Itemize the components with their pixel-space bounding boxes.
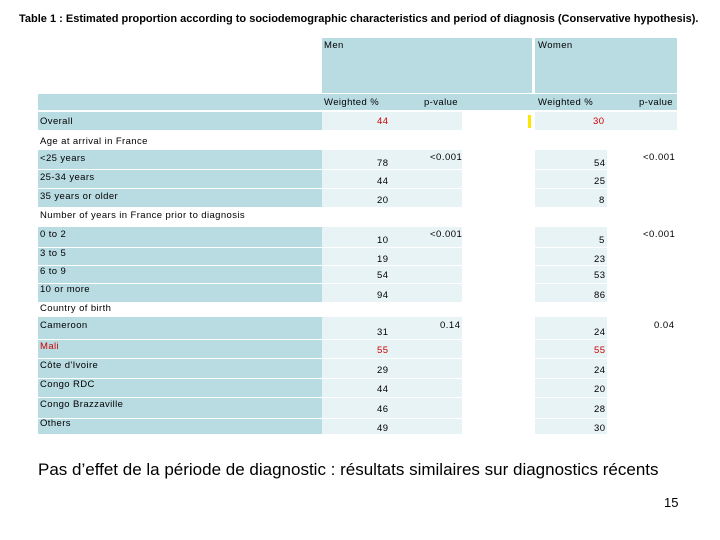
women-value: 28: [594, 404, 606, 415]
cell: [607, 398, 677, 418]
men-value: 44: [377, 176, 389, 187]
women-value: 54: [594, 158, 606, 169]
women-value: 53: [594, 270, 606, 281]
overall-men-value: 44: [377, 116, 389, 127]
row-label: Mali: [40, 341, 60, 352]
women-pvalue-header: p-value: [639, 97, 673, 108]
row-label: Cameroon: [40, 320, 88, 331]
cell: [607, 266, 677, 283]
overall-men-p-cell: [462, 112, 532, 130]
section-title-country: Country of birth: [40, 303, 112, 314]
cell: [462, 189, 532, 207]
cell: [322, 359, 462, 378]
women-value: 25: [594, 176, 606, 187]
cell: [462, 248, 532, 265]
cell: [607, 189, 677, 207]
row-label: 35 years or older: [40, 191, 119, 202]
women-value: 86: [594, 290, 606, 301]
table-row: [38, 248, 322, 265]
cell: [462, 150, 532, 169]
cell: [322, 170, 462, 188]
cell: [462, 317, 532, 339]
men-pvalue-header: p-value: [424, 97, 458, 108]
page-number: 15: [664, 495, 679, 510]
overall-women-value: 30: [593, 116, 605, 127]
table-row: [38, 227, 322, 247]
men-value: 20: [377, 195, 389, 206]
cell: [322, 340, 462, 358]
overall-label: Overall: [40, 116, 73, 127]
women-header: Women: [538, 40, 573, 51]
women-pvalue: 0.04: [654, 320, 675, 331]
table-title: Table 1 : Estimated proportion according to sociodemographic characteristics and period of diagnosis (Conservative hypothesis).: [19, 13, 699, 25]
overall-women-p-cell: [607, 112, 677, 130]
row-label: 0 to 2: [40, 229, 67, 240]
highlight-marker: [528, 115, 531, 128]
cell: [462, 340, 532, 358]
cell: [607, 284, 677, 302]
women-value: 23: [594, 254, 606, 265]
men-value: 78: [377, 158, 389, 169]
women-value: 24: [594, 365, 606, 376]
cell: [462, 284, 532, 302]
cell: [322, 379, 462, 397]
women-value: 30: [594, 423, 606, 434]
women-weighted-header: Weighted %: [538, 97, 594, 108]
men-pvalue: <0.001: [430, 229, 463, 240]
cell: [322, 266, 462, 283]
men-value: 10: [377, 235, 389, 246]
men-value: 29: [377, 365, 389, 376]
men-value: 46: [377, 404, 389, 415]
women-value: 55: [594, 345, 606, 356]
cell: [462, 227, 532, 247]
cell: [322, 284, 462, 302]
cell: [535, 189, 607, 207]
women-pvalue: <0.001: [643, 152, 676, 163]
men-value: 31: [377, 327, 389, 338]
cell: [607, 170, 677, 188]
overall-men-cell: [322, 112, 462, 130]
row-label: Congo Brazzaville: [40, 399, 124, 410]
women-value: 8: [599, 195, 605, 206]
women-value: 24: [594, 327, 606, 338]
section-title-years: Number of years in France prior to diagnosis: [40, 210, 246, 221]
cell: [322, 419, 462, 434]
cell: [462, 379, 532, 397]
men-value: 19: [377, 254, 389, 265]
cell: [607, 379, 677, 397]
row-label: Côte d'Ivoire: [40, 360, 99, 371]
section-title-age: Age at arrival in France: [40, 136, 148, 147]
cell: [607, 359, 677, 378]
cell: [607, 248, 677, 265]
men-pvalue-header-cell: [462, 38, 532, 93]
men-pvalue: 0.14: [440, 320, 461, 331]
men-weighted-header: Weighted %: [324, 97, 380, 108]
men-value: 44: [377, 384, 389, 395]
row-label: 10 or more: [40, 284, 90, 295]
cell: [322, 398, 462, 418]
cell: [462, 398, 532, 418]
cell: [322, 189, 462, 207]
overall-label-cell: [38, 112, 322, 130]
table-row: [38, 266, 322, 283]
row-label: 3 to 5: [40, 248, 67, 259]
section-band-country: [38, 303, 677, 317]
cell: [535, 227, 607, 247]
men-pvalue: <0.001: [430, 152, 463, 163]
cell: [607, 419, 677, 434]
row-label: Others: [40, 418, 71, 429]
cell: [322, 248, 462, 265]
cell: [462, 170, 532, 188]
row-label: Congo RDC: [40, 379, 95, 390]
cell: [462, 266, 532, 283]
cell: [462, 419, 532, 434]
women-value: 5: [599, 235, 605, 246]
table-row: [38, 340, 322, 358]
slide-caption: Pas d’effet de la période de diagnostic : résultats similaires sur diagnostics récents: [38, 460, 659, 479]
cell: [607, 340, 677, 358]
row-label: <25 years: [40, 153, 86, 164]
women-pvalue: <0.001: [643, 229, 676, 240]
men-value: 94: [377, 290, 389, 301]
table-row: [38, 419, 322, 434]
men-value: 54: [377, 270, 389, 281]
men-value: 49: [377, 423, 389, 434]
men-header: Men: [324, 40, 344, 51]
women-value: 20: [594, 384, 606, 395]
row-label: 6 to 9: [40, 266, 67, 277]
men-value: 55: [377, 345, 389, 356]
row-label: 25-34 years: [40, 172, 95, 183]
cell: [462, 359, 532, 378]
